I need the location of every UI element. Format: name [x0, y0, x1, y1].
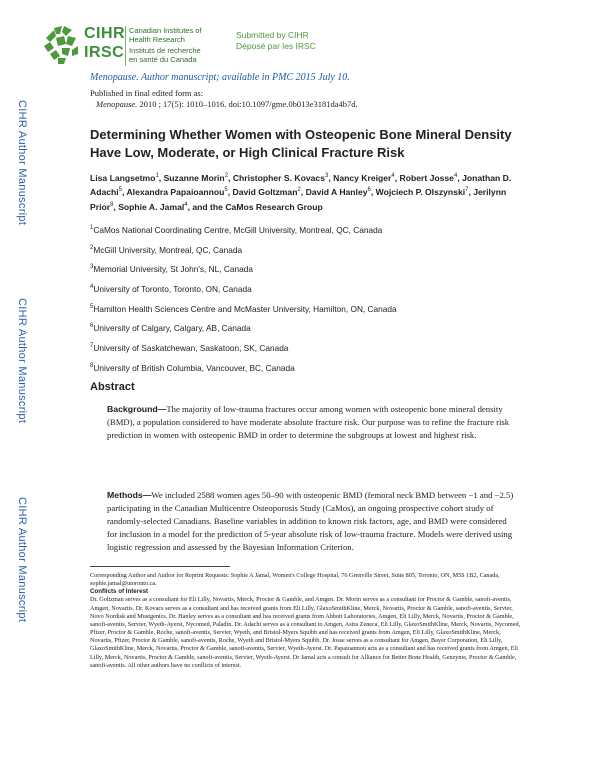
submitted-by-notice	[236, 30, 316, 52]
author	[233, 187, 301, 197]
side-watermark-2	[14, 298, 30, 458]
author-name: Suzanne Morin	[163, 172, 225, 183]
affiliation-number: 4	[90, 284, 94, 291]
logo-divider	[125, 26, 126, 66]
abstract-background	[107, 403, 519, 442]
logo-irsc-text: IRSC	[84, 44, 125, 61]
author-affiliation-mark: 2	[297, 187, 301, 194]
affiliation-number: 5	[90, 303, 94, 310]
author-name: Sophie A. Jamal	[118, 201, 185, 212]
side-watermark-text: CIHR Author Manuscript	[16, 298, 28, 424]
affiliation-text: University of Calgary, Calgary, AB, Canada	[93, 323, 251, 334]
author	[306, 187, 371, 197]
citation-details: 2010 ; 17(5): 1010–1016. doi:10.1097/gme.0b013e3181da4b7d.	[139, 99, 358, 109]
logo-french-name	[129, 46, 219, 64]
author	[333, 173, 395, 183]
author-name: Christopher S. Kovacs	[232, 172, 325, 183]
affiliation-number: 8	[90, 362, 94, 369]
affiliation-text: University of Toronto, Toronto, ON, Canada	[93, 283, 252, 294]
author-affiliation-mark: 6	[367, 187, 371, 194]
author-name: Jonathan D. Adachi	[90, 172, 512, 198]
author-affiliation-mark: 4	[184, 201, 188, 208]
author-affiliation-mark: 5	[224, 187, 228, 194]
author-name: David A Hanley	[305, 187, 368, 198]
affiliation	[90, 222, 530, 242]
affiliation	[90, 360, 530, 380]
citation	[90, 99, 358, 110]
submitted-fr: Déposé par les IRSC	[236, 41, 316, 51]
background-label: Background—	[107, 404, 167, 414]
affiliation-text: CaMos National Coordinating Centre, McGill University, Montreal, QC, Canada	[93, 224, 383, 235]
abstract-methods	[107, 489, 519, 554]
author-affiliation-mark: 3	[324, 173, 329, 179]
cihr-logo	[40, 24, 220, 70]
manuscript-status-line	[90, 72, 350, 83]
affiliation	[90, 340, 530, 360]
author-name: Alexandra Papaioannou	[126, 187, 225, 198]
author-name: Lisa Langsetmo	[90, 172, 156, 183]
side-watermark-text: CIHR Author Manuscript	[16, 497, 28, 623]
author-name: Jerilynn Prior	[90, 187, 507, 212]
citation-journal: Menopause.	[96, 99, 138, 109]
author	[233, 173, 329, 183]
side-watermark-text: CIHR Author Manuscript	[16, 100, 28, 226]
affiliation-number: 7	[90, 343, 94, 350]
conflicts-heading: Conflicts of Interest	[90, 588, 149, 596]
author-affiliation-mark: 8	[110, 201, 114, 208]
footnotes	[90, 572, 522, 670]
affiliation-list	[90, 222, 530, 380]
affiliation	[90, 261, 530, 281]
logo-cihr-text: CIHR	[84, 25, 126, 42]
author-affiliation-mark: 2	[224, 173, 229, 179]
affiliation-number: 3	[90, 264, 94, 271]
author-name: Nancy Kreiger	[333, 172, 392, 183]
correspondence-note: Corresponding Author and Author for Reprint Requests: Sophie A Jamal, Women's College Hospital, 76 Grenville Street, Suite 805, Toronto, ON, M5S 1B2, Canada, sophie.jamal@utoronto.ca.	[90, 572, 500, 588]
logo-en-line-2: Health Research	[129, 35, 185, 44]
logo-fr-line-1: Instituts de recherche	[129, 46, 201, 55]
author	[164, 173, 228, 183]
submitted-en: Submitted by CIHR	[236, 30, 309, 40]
affiliation-text: Memorial University, St John's, NL, Canada	[93, 264, 253, 275]
published-in-final-form	[90, 88, 358, 110]
affiliation-number: 2	[90, 244, 94, 251]
author-group: and the CaMos Research Group	[192, 201, 323, 212]
maple-leaf-logo-icon	[40, 24, 82, 66]
affiliation-text: University of British Columbia, Vancouver, BC, Canada	[93, 362, 295, 373]
author	[118, 202, 187, 212]
logo-en-line-1: Canadian Institutes of	[129, 26, 202, 35]
methods-text: We included 2588 women ages 50–90 with osteopenic BMD (femoral neck BMD between −1 and −2.5) participating in the Canadian Multicentre Osteoporosis Study (CaMos), an ongoing prospective cohort study of randomly-selected Canadians. Baseline variables in addition to known risk factors, age, and BMD were considered for inclusion in a model for the prediction of 5-year absolute risk of low-trauma fracture. Models were derived using logistic regression and assessed by the Bayesian Information Criterion.	[107, 490, 514, 552]
author-affiliation-mark: 4	[391, 173, 395, 179]
affiliation-number: 6	[90, 323, 94, 330]
author	[376, 187, 469, 197]
background-text: The majority of low-trauma fractures occur among women with osteopenic bone mineral density (BMD), a population considered to have moderate absolute fracture risk. Our purpose was to refine the fracture risk prediction in women with osteopenic BMD in order to determine the subgroups at lowest and highest risk.	[107, 404, 510, 440]
author-affiliation-mark: 4	[453, 173, 458, 179]
author-name: David Goltzman	[232, 187, 298, 198]
abstract-heading: Abstract	[90, 381, 135, 393]
logo-english-name	[129, 26, 219, 44]
author	[126, 187, 227, 197]
logo-fr-line-2: en santé du Canada	[129, 55, 197, 64]
author-name: Robert Josse	[399, 172, 454, 183]
article-title: Determining Whether Women with Osteopenic Bone Mineral Density Have Low, Moderate, or High Clinical Fracture Risk	[90, 127, 512, 160]
affiliation-text: Hamilton Health Sciences Centre and McMaster University, Hamilton, ON, Canada	[93, 303, 397, 314]
author-affiliation-mark: 1	[155, 173, 159, 179]
author-name: Wojciech P. Olszynski	[375, 187, 466, 198]
methods-label: Methods—	[107, 490, 152, 500]
author	[90, 173, 159, 183]
side-watermark-3	[14, 497, 30, 657]
affiliation-number: 1	[90, 225, 94, 231]
journal-name[interactable]: Menopause.	[90, 72, 139, 83]
manuscript-status: Author manuscript; available in PMC 2015 July 10.	[140, 72, 350, 83]
author	[400, 173, 458, 183]
author-list: Lisa Langsetmo$^1$, Suzanne Morin$^2$, Christopher S. Kovacs$^3$, Nancy Kreiger$^4$, Robert Josse$^4$, Jonathan D. Adachi$^5$, Alexandra Papaioannou$^5$, David Goltzman$^2$, David A Hanley$^6$, Wojciech P. Olszynski$^7$, Jerilynn Prior$^8$, Sophie A. Jamal$^4$, and the CaMos Research Group	[90, 172, 512, 212]
affiliation	[90, 242, 530, 262]
side-watermark-1	[14, 100, 30, 260]
affiliation	[90, 301, 530, 321]
author-affiliation-mark: 5	[118, 187, 122, 194]
affiliation-text: University of Saskatchewan, Saskatoon, SK, Canada	[93, 342, 289, 353]
published-label: Published in final edited form as:	[90, 88, 204, 98]
conflicts-text: Dr. Goltzman serves as a consultant for Eli Lilly, Novartis, Merck, Proctor & Gamble, and Amgen. Dr. Morin serves as a consultant for Proctor & Gamble, sanofi-aventis, Amgen, Novartis. Dr. Kovacs serves as a consultant and has received grants from Eli Lilly, GlaxoSmithKline, Merck, Novartis, Proctor & Gamble, sanofi-aventis, Servier, Novo Nordisk and Mustgenics. Dr. Hanley serves as a consultant and has received grants from Abbott Laboratories, Amgen, Eli Lilly, Merck, Novartis, Proctor & Gamble, sanofi-aventis, Servier, Wyeth-Ayerst, Nycomed, Paladin. Dr. Adachi serves as a consultant to Amgen, Astra Zeneca, Eli Lilly, GlaxoSmithKline, Merck, Novartis, Nycomed, Pfizer, Proctor & Gamble, Roche, sanofi-aventis, Servier, Wyeth, and Bristol-Myers Squibb and has received grants from Amgen, Eli Lilly, GlaxoSmithKline, Merck, Novartis, Pfizer, Proctor & Gamble, sanofi-aventis, Roche, Wyeth and Bristol-Myers Squibb. Dr. Josse serves as a consultant for Amgen, Bayer Corporation, Eli Lilly, GlaxoSmithKline, Merck, Novartis, Proctor & Gamble, sanofi-aventis, Servier, Wyeth-Ayerst. Dr. Papaioannou acts as a consultant and has received grants from Amgen, Eli Lilly, Merck, Novartis, Proctor & Gamble, sanofi-aventis, Servier, Wyeth-Ayerst. Dr Jamal acts a consult for Alliance for Better Bone Health, Genzyme, Proctor & Gamble, sanofi-aventis. All other authors have no conflicts of interest.	[90, 596, 521, 669]
affiliation	[90, 320, 530, 340]
affiliation	[90, 281, 530, 301]
author-affiliation-mark: 7	[465, 187, 469, 194]
affiliation-text: McGill University, Montreal, QC, Canada	[93, 244, 243, 255]
footnote-rule	[90, 566, 230, 567]
